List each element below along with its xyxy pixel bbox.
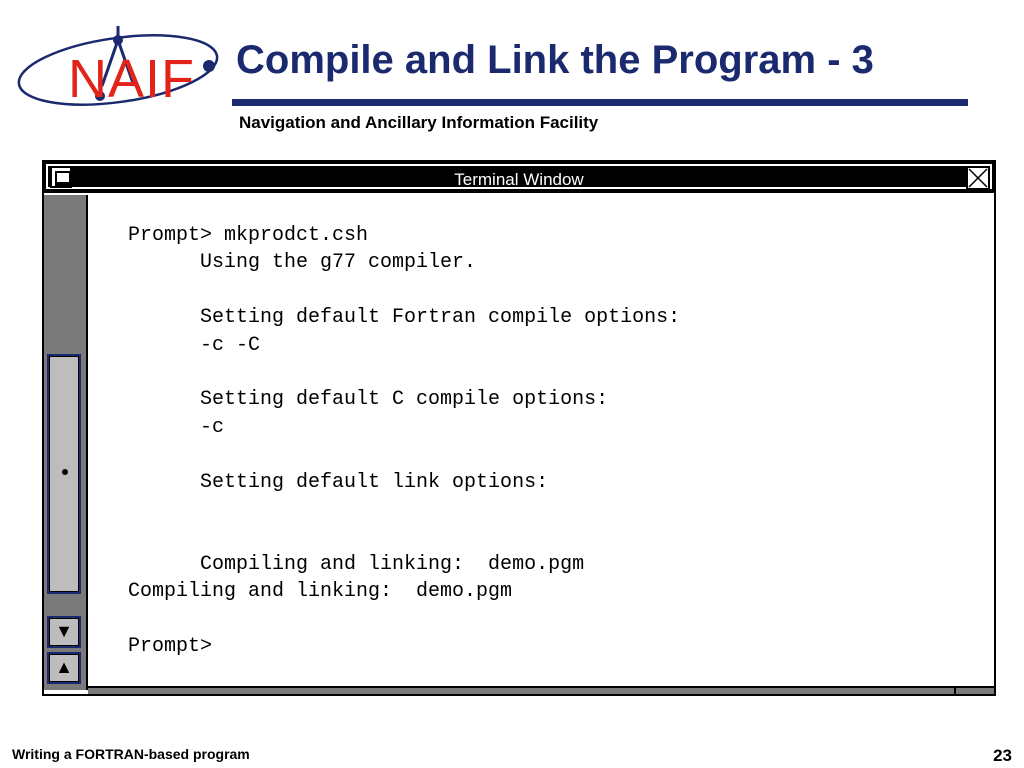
window-title: Terminal Window <box>454 170 584 189</box>
horizontal-scrollbar[interactable] <box>88 686 994 694</box>
terminal-window <box>42 160 996 696</box>
hscroll-end-marker <box>954 688 956 694</box>
scroll-down-button[interactable]: ▼ <box>47 616 81 648</box>
terminal-line <box>128 359 680 386</box>
terminal-line: -c <box>128 415 225 439</box>
naif-logo <box>14 24 228 110</box>
terminal-line: Prompt> mkprodct.csh <box>128 224 369 247</box>
close-x-icon <box>968 168 988 188</box>
slide-subtitle: Navigation and Ancillary Information Facility <box>239 113 599 132</box>
terminal-line <box>128 496 680 523</box>
terminal-line <box>128 441 680 468</box>
terminal-line: Setting default link options: <box>128 470 549 494</box>
title-divider <box>232 99 968 106</box>
terminal-line: Setting default Fortran compile options: <box>128 306 681 330</box>
terminal-line: Compiling and linking: demo.pgm <box>128 580 513 604</box>
terminal-output[interactable] <box>128 222 680 661</box>
scrollbar-thumb[interactable] <box>47 354 81 594</box>
footer-title: Writing a FORTRAN-based program <box>12 746 250 762</box>
terminal-line <box>128 523 680 550</box>
close-icon[interactable] <box>966 166 990 190</box>
scroll-up-button[interactable]: ▲ <box>47 652 81 684</box>
slide-title: Compile and Link the Program - 3 <box>236 38 874 82</box>
terminal-line: Compiling and linking: demo.pgm <box>128 552 585 576</box>
thumb-grip-icon <box>62 469 68 475</box>
vertical-scrollbar[interactable] <box>44 195 88 690</box>
logo-text: NAIF <box>68 49 196 109</box>
window-titlebar[interactable] <box>44 162 994 193</box>
terminal-line: -c -C <box>128 333 261 357</box>
terminal-line <box>128 606 680 633</box>
page-number: 23 <box>993 746 1012 765</box>
terminal-line <box>128 277 680 304</box>
terminal-line: Setting default C compile options: <box>128 388 609 412</box>
terminal-line: Prompt> <box>128 635 213 659</box>
terminal-line: Using the g77 compiler. <box>128 251 477 275</box>
